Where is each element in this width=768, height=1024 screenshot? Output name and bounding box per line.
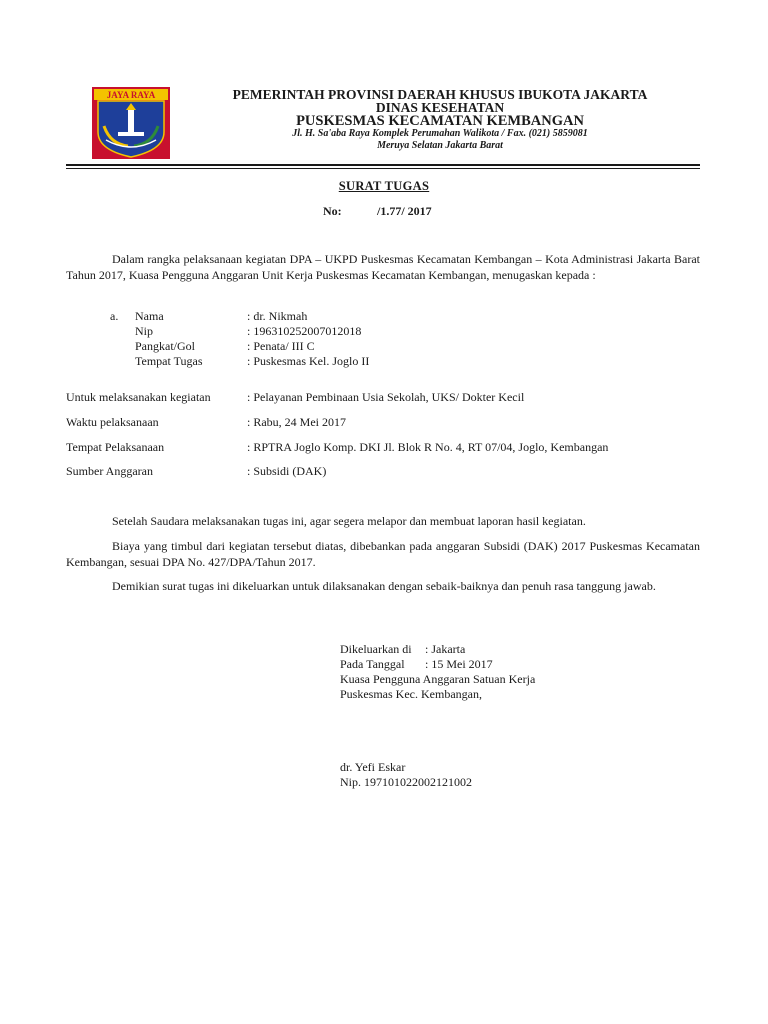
- assignee-workplace-value: : Puskesmas Kel. Joglo II: [247, 354, 370, 368]
- issued-place-label: Dikeluarkan di: [340, 642, 412, 656]
- activity-value: : Pelayanan Pembinaan Usia Sekolah, UKS/ Dokter Kecil: [247, 390, 525, 404]
- issued-date-label: Pada Tanggal: [340, 657, 405, 671]
- assignee-workplace-label: Tempat Tugas: [135, 354, 203, 368]
- letterhead-institution-line: PUSKESMAS KECAMATAN KEMBANGAN: [296, 113, 584, 129]
- cost-paragraph-text: Biaya yang timbul dari kegiatan tersebut diatas, dibebankan pada anggaran Subsidi (DAK) 2017 Puskesmas Kecamatan Kembangan, sesuai DPA No. 427/DPA/Tahun 2017.: [66, 539, 700, 569]
- signatory-role-line1: Kuasa Pengguna Anggaran Satuan Kerja: [340, 672, 536, 686]
- report-paragraph-text: Setelah Saudara melaksanakan tugas ini, agar segera melapor dan membuat laporan hasil kegiatan.: [112, 514, 586, 528]
- letterhead-divider-thick: [66, 164, 700, 166]
- intro-paragraph-text: Dalam rangka pelaksanaan kegiatan DPA – UKPD Puskesmas Kecamatan Kembangan – Kota Administrasi Jakarta Barat Tahun 2017, Kuasa Pengguna Anggaran Unit Kerja Puskesmas Kecamatan Kembangan, menugaskan kepada :: [66, 252, 700, 282]
- assignee-rank-value: : Penata/ III C: [247, 339, 315, 353]
- document-number-value: /1.77/ 2017: [377, 204, 432, 218]
- letterhead-city-line: Meruya Selatan Jakarta Barat: [377, 140, 503, 151]
- signatory-name: dr. Yefi Eskar: [340, 760, 406, 774]
- jakarta-coat-of-arms-logo: [90, 86, 172, 160]
- cost-paragraph: [66, 538, 700, 570]
- letterhead-address-line: Jl. H. Sa'aba Raya Komplek Perumahan Walikota / Fax. (021) 5859081: [292, 128, 588, 139]
- assignee-nip-value: : 196310252007012018: [247, 324, 362, 338]
- letterhead-department-line: DINAS KESEHATAN: [375, 100, 505, 115]
- assignee-list-marker: a.: [110, 309, 119, 323]
- budget-source-label: Sumber Anggaran: [66, 464, 153, 478]
- intro-paragraph: [66, 251, 700, 283]
- svg-text:JAYA RAYA: JAYA RAYA: [106, 90, 156, 100]
- execution-time-label: Waktu pelaksanaan: [66, 415, 159, 429]
- report-paragraph: [66, 513, 700, 529]
- assignee-name-label: Nama: [135, 309, 164, 323]
- issued-place-value: : Jakarta: [425, 642, 466, 656]
- execution-place-label: Tempat Pelaksanaan: [66, 440, 165, 454]
- letterhead-divider-thin: [66, 168, 700, 169]
- budget-source-value: : Subsidi (DAK): [247, 464, 327, 478]
- execution-time-value: : Rabu, 24 Mei 2017: [247, 415, 346, 429]
- assignee-nip-label: Nip: [135, 324, 153, 338]
- activity-label: Untuk melaksanakan kegiatan: [66, 390, 211, 404]
- signatory-nip: Nip. 197101022002121002: [340, 775, 472, 789]
- document-number-label: No:: [323, 204, 342, 218]
- document-title: SURAT TUGAS: [338, 179, 430, 193]
- assignee-rank-label: Pangkat/Gol: [135, 339, 195, 353]
- closing-paragraph: [66, 578, 700, 594]
- letterhead-government-line: PEMERINTAH PROVINSI DAERAH KHUSUS IBUKOTA JAKARTA: [232, 87, 648, 102]
- signatory-role-line2: Puskesmas Kec. Kembangan,: [340, 687, 482, 701]
- closing-paragraph-text: Demikian surat tugas ini dikeluarkan untuk dilaksanakan dengan sebaik-baiknya dan penuh rasa tanggung jawab.: [112, 579, 656, 593]
- assignee-name-value: : dr. Nikmah: [247, 309, 308, 323]
- execution-place-value: : RPTRA Joglo Komp. DKI Jl. Blok R No. 4, RT 07/04, Joglo, Kembangan: [247, 440, 609, 454]
- issued-date-value: : 15 Mei 2017: [425, 657, 493, 671]
